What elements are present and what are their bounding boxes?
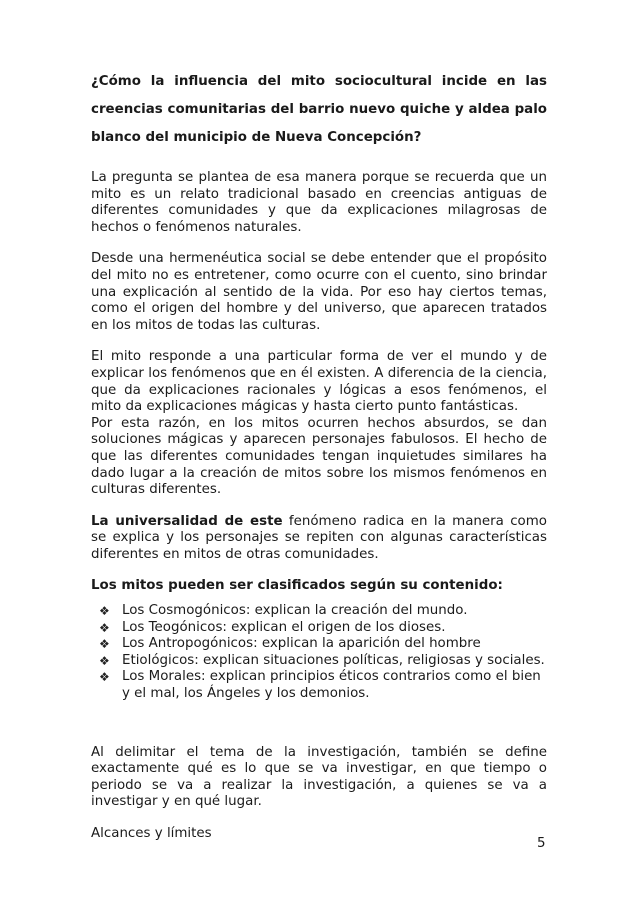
classification-heading: Los mitos pueden ser clasificados según su contenido:: [91, 578, 503, 594]
list-item: [99, 653, 547, 670]
list-item-text: Los Antropogónicos: explican la aparición del hombre: [122, 636, 481, 652]
list-item: [99, 603, 547, 620]
universality-bold-text: La universalidad de este: [91, 513, 283, 529]
page-number: 5: [537, 836, 546, 851]
list-item: [99, 636, 547, 653]
document-page: [91, 68, 547, 843]
paragraph-4: Por esta razón, en los mitos ocurren hechos absurdos, se dan soluciones mágicas y aparecen personajes fabulosos. El hecho de que las diferentes comunidades tengan inquietudes similares ha dado lugar a la creación de mitos sobre los mismos fenómenos en culturas diferentes.: [91, 415, 547, 498]
section-title-alcances: Alcances y límites: [91, 826, 212, 841]
list-item: [99, 620, 547, 637]
list-item-text: Los Morales: explican principios éticos contrarios como el bien y el mal, los Ángeles y los demonios.: [122, 669, 541, 702]
paragraph-3: El mito responde a una particular forma de ver el mundo y de explicar los fenómenos que en él existen. A diferencia de la ciencia, que da explicaciones racionales y lógicas a esos fenómenos, el mito da explicaciones mágicas y hasta cierto punto fantásticas.: [91, 349, 547, 415]
diamond-bullet-icon: ❖: [99, 653, 110, 668]
closing-paragraph: Al delimitar el tema de la investigación, también se define exactamente qué es lo que se va investigar, en que tiempo o periodo se va a realizar la investigación, a quienes se va a investigar y en qué lugar.: [91, 744, 547, 810]
myth-types-list: [91, 603, 547, 703]
list-item-text: Los Teogónicos: explican el origen de los dioses.: [122, 619, 446, 635]
list-item-text: Los Cosmogónicos: explican la creación del mundo.: [122, 603, 468, 619]
paragraph-1: La pregunta se plantea de esa manera porque se recuerda que un mito es un relato tradicional basado en creencias antiguas de diferentes comunidades y que da explicaciones milagrosas de hechos o fenómenos naturales.: [91, 170, 547, 235]
diamond-bullet-icon: ❖: [99, 604, 110, 619]
list-item-text: Etiológicos: explican situaciones políticas, religiosas y sociales.: [122, 652, 545, 668]
universality-paragraph: [91, 514, 547, 564]
list-item: [99, 669, 547, 702]
research-question: ¿Cómo la influencia del mito sociocultural incide en las creencias comunitarias del barrio nuevo quiche y aldea palo blanco del municipio de Nueva Concepción?: [91, 74, 547, 145]
diamond-bullet-icon: ❖: [99, 637, 110, 652]
diamond-bullet-icon: ❖: [99, 620, 110, 635]
universality-text: fenómeno radica en la manera como se explica y los personajes se repiten con algunas características diferentes en mitos de otras comunidades.: [91, 513, 547, 562]
paragraph-2: Desde una hermenéutica social se debe entender que el propósito del mito no es entretener, como ocurre con el cuento, sino brindar una explicación al sentido de la vida. Por eso hay ciertos temas, como el origen del hombre y del universo, que aparecen tratados en los mitos de todas las culturas.: [91, 251, 547, 333]
diamond-bullet-icon: ❖: [99, 670, 110, 685]
